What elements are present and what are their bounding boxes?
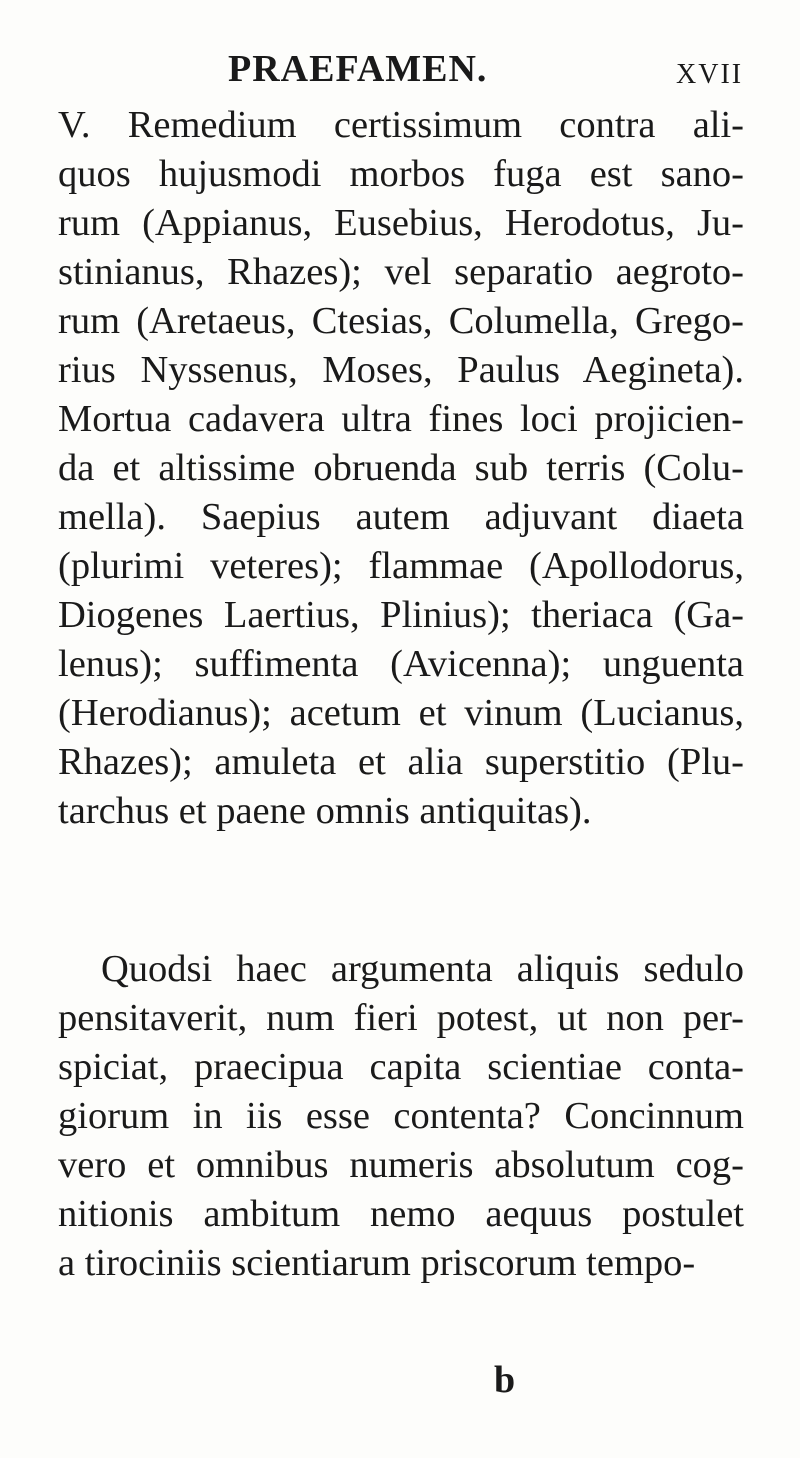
text-line: Quodsi haec argumenta aliquis sedulo xyxy=(101,948,744,990)
text-line: Rhazes); amuleta et alia superstitio (Plu- xyxy=(58,741,744,783)
text-line: (Herodianus); acetum et vinum (Lucianus, xyxy=(58,692,744,734)
text-line: lenus); suffimenta (Avicenna); unguenta xyxy=(58,643,744,685)
running-head xyxy=(0,44,800,94)
text-line: mella). Saepius autem adjuvant diaeta xyxy=(58,496,744,538)
text-line: rum (Appianus, Eusebius, Herodotus, Ju- xyxy=(58,202,744,244)
text-line: rum (Aretaeus, Ctesias, Columella, Grego- xyxy=(58,300,744,342)
text-line: nitionis ambitum nemo aequus postulet xyxy=(58,1193,744,1235)
text-line: da et altissime obruenda sub terris (Colu- xyxy=(58,447,744,489)
text-line: giorum in iis esse contenta? Concinnum xyxy=(58,1095,744,1137)
text-line: V. Remedium certissimum contra ali- xyxy=(58,104,744,146)
text-line: spiciat, praecipua capita scientiae conta- xyxy=(58,1046,744,1088)
text-line: (plurimi veteres); flammae (Apollodorus, xyxy=(58,545,744,587)
text-line: pensitaverit, num fieri potest, ut non per- xyxy=(58,997,744,1039)
text-line: a tirociniis scientiarum priscorum tempo- xyxy=(58,1242,696,1284)
text-line: vero et omnibus numeris absolutum cog- xyxy=(58,1144,744,1186)
signature-mark: b xyxy=(494,1359,516,1401)
text-line: Diogenes Laertius, Plinius); theriaca (Ga- xyxy=(58,594,744,636)
text-line: tarchus et paene omnis antiquitas). xyxy=(58,790,592,832)
text-line: stinianus, Rhazes); vel separatio aegroto- xyxy=(58,251,744,293)
text-line: rius Nyssenus, Moses, Paulus Aegineta). xyxy=(58,349,744,391)
text-line: quos hujusmodi morbos fuga est sano- xyxy=(58,153,744,195)
page-number: XVII xyxy=(676,59,744,90)
running-title: PRAEFAMEN. xyxy=(228,48,488,90)
text-line: Mortua cadavera ultra fines loci projicien- xyxy=(58,398,744,440)
